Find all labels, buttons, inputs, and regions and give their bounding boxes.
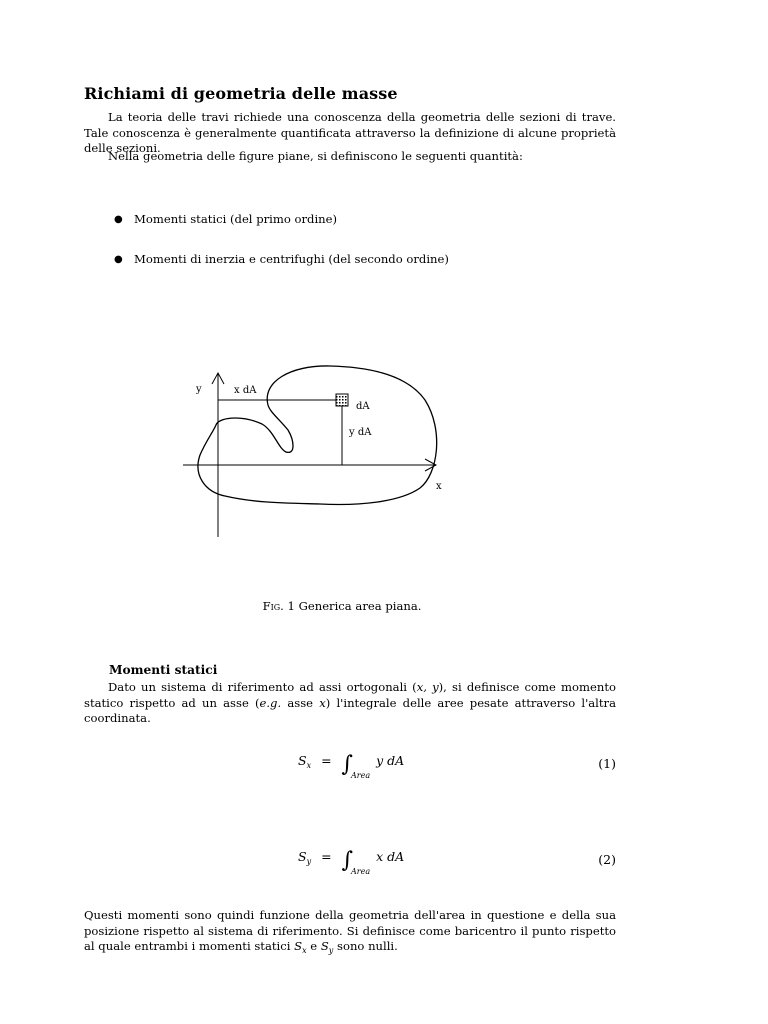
bullet-icon: ● <box>114 213 123 225</box>
intro-paragraph: La teoria delle travi richiede una conoscenza della geometria delle sezioni di trave. Tale conoscenza è generalmente quantificata attraverso la definizione di alcune proprietà delle sezioni. <box>84 110 616 155</box>
equation-number: (1) <box>598 756 616 771</box>
subsection-title: Momenti statici <box>109 663 218 677</box>
quantities-intro: Nella geometria delle figure piane, si definiscono le seguenti quantità: <box>108 149 523 163</box>
equation-1 <box>84 752 616 782</box>
equation-body: $S_y = \int_{Area}$ x dA <box>298 848 405 876</box>
bullet-text: Momenti statici (del primo ordine) <box>134 212 338 226</box>
section-title: Richiami di geometria delle masse <box>84 84 398 103</box>
y-axis-label: y <box>196 384 202 395</box>
x-axis-label: x <box>436 481 442 492</box>
equation-number: (2) <box>598 852 616 867</box>
caption-prefix: Fig. 1 <box>262 599 295 613</box>
closing-paragraph: Questi momenti sono quindi funzione della geometria dell'area in questione e della sua posizione rispetto al sistema di riferimento. Si definisce come baricentro il punto rispetto al quale entrambi i momenti statici $S_x$ e $S_y$ sono nulli. <box>84 908 616 955</box>
equation-body: $S_x = \int_{Area}$ y dA <box>298 752 405 780</box>
dA-element <box>336 394 348 406</box>
dA-label: dA <box>356 401 370 412</box>
bullet-text: Momenti di inerzia e centrifughi (del secondo ordine) <box>134 252 449 266</box>
equation-2 <box>84 848 616 878</box>
caption-text: Generica area piana. <box>298 599 422 613</box>
integral-sign: ∫ <box>341 752 354 777</box>
ydA-label: y dA <box>349 427 372 438</box>
definition-paragraph: Dato un sistema di riferimento ad assi ortogonali (x, y), si definisce come momento statico rispetto ad un asse (e.g. asse x) l'integrale delle aree pesate attraverso l'altra coordinata. <box>84 680 616 725</box>
figure-caption <box>0 599 684 613</box>
bullet-icon: ● <box>114 253 123 265</box>
integral-sign: ∫ <box>341 848 354 873</box>
xdA-label: x dA <box>234 385 257 396</box>
